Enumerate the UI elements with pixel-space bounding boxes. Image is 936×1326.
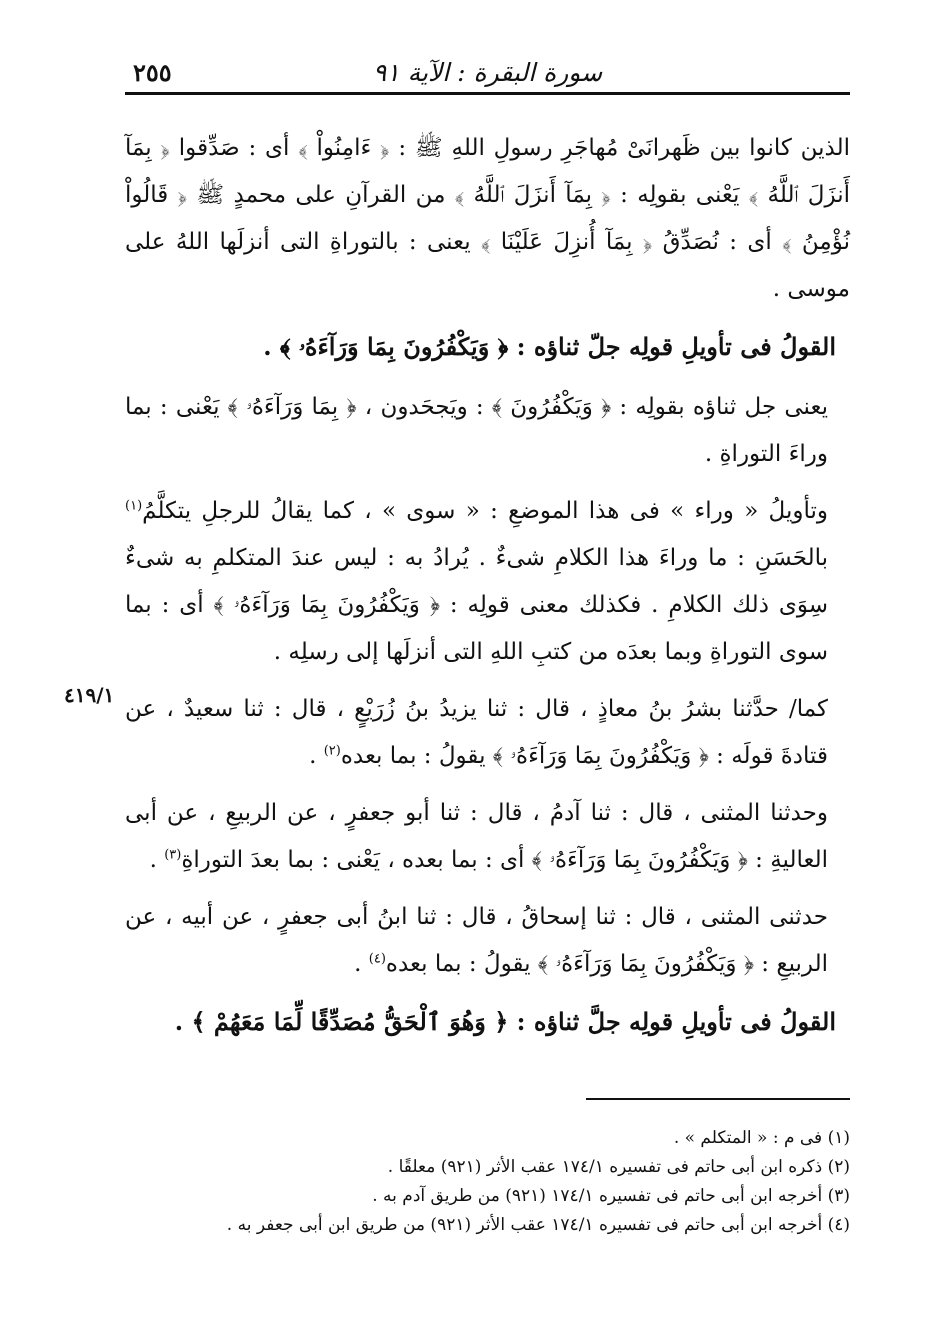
page-number: ٢٥٥ <box>133 58 172 87</box>
paragraph-6-text: حدثنى المثنى ، قال : ثنا إسحاقُ ، قال : ثنا ابنُ أبى جعفرٍ ، عن أبيه ، عن الربيعِ : ﴿ وَيَكْفُرُونَ بِمَا وَرَآءَهُۥ ﴾ يقولُ : بما بعده <box>125 904 828 977</box>
paragraph-6: حدثنى المثنى ، قال : ثنا إسحاقُ ، قال : ثنا ابنُ أبى جعفرٍ ، عن أبيه ، عن الربيعِ : ﴿ وَيَكْفُرُونَ بِمَا وَرَآءَهُۥ ﴾ يقولُ : بما بعده$^{(٤)}$ . <box>125 904 828 977</box>
margin-reference: ٤١٩/١ <box>64 683 115 707</box>
paragraph-5-text: وحدثنا المثنى ، قال : ثنا آدمُ ، قال : ثنا أبو جعفرٍ ، عن الربيعِ ، عن أبى العاليةِ : ﴿ وَيَكْفُرُونَ بِمَا وَرَآءَهُۥ ﴾ أى : بما بعده ، يَعْنى : بما بعدَ التوراةِ <box>125 800 828 873</box>
running-title: سورة البقرة : الآية ٩١ <box>372 58 603 87</box>
section-heading-2: القولُ فى تأويلِ قولِه جلَّ ثناؤه : ﴿ وَهُوَ ٱلْحَقُّ مُصَدِّقًا لِّمَا مَعَهُمْ ﴾ . <box>174 1007 836 1036</box>
paragraph-5: وحدثنا المثنى ، قال : ثنا آدمُ ، قال : ثنا أبو جعفرٍ ، عن الربيعِ ، عن أبى العاليةِ : ﴿ وَيَكْفُرُونَ بِمَا وَرَآءَهُۥ ﴾ أى : بما بعده ، يَعْنى : بما بعدَ التوراةِ$^{(٣)}$ . <box>125 800 828 873</box>
paragraph-3-rest: بالحَسَنِ : ما وراءَ هذا الكلامِ شىءٌ . يُرادُ به : ليس عندَ المتكلمِ به شىءٌ سِوَى ذلك الكلامِ . فكذلك معنى قولِه : ﴿ وَيَكْفُرُونَ بِمَا وَرَآءَهُۥ ﴾ أى : بما سوى التوراةِ وبما بعدَه من كتبِ اللهِ التى أنزلَها إلى رسلِه . <box>125 545 828 665</box>
footnote-ref-2: (٢) <box>323 743 341 759</box>
page-header <box>125 50 850 95</box>
footnote-2: (٢) ذكره ابن أبى حاتم فى تفسيره ١٧٤/١ عقب الأثر (٩٢١) معلقًا . <box>387 1157 850 1177</box>
paragraph-4: كما/ حدَّثنا بشرُ بنُ معاذٍ ، قال : ثنا يزيدُ بنُ زُرَيْعٍ ، قال : ثنا سعيدٌ ، عن قتادةَ قولَه : ﴿ وَيَكْفُرُونَ بِمَا وَرَآءَهُۥ ﴾ يقولُ : بما بعده$^{(٢)}$ . <box>125 696 828 769</box>
footnote-divider <box>586 1098 850 1100</box>
footnote-ref-4: (٤) <box>368 951 386 967</box>
footnote-3: (٣) أخرجه ابن أبى حاتم فى تفسيره ١٧٤/١ (٩٢١) من طريق آدم به . <box>372 1186 850 1206</box>
footnote-ref-3: (٣) <box>164 847 182 863</box>
footnote-4: (٤) أخرجه ابن أبى حاتم فى تفسيره ١٧٤/١ عقب الأثر (٩٢١) من طريق ابن أبى جعفر به . <box>226 1215 850 1235</box>
paragraph-4-text: كما/ حدَّثنا بشرُ بنُ معاذٍ ، قال : ثنا يزيدُ بنُ زُرَيْعٍ ، قال : ثنا سعيدٌ ، عن قتادةَ قولَه : ﴿ وَيَكْفُرُونَ بِمَا وَرَآءَهُۥ ﴾ يقولُ : بما بعده <box>125 696 828 769</box>
paragraph-1: الذين كانوا بين ظَهرانَىْ مُهاجَرِ رسولِ اللهِ ﷺ : ﴿ ءَامِنُواْ ﴾ أى : صَدِّقوا ﴿ بِمَآ أَنزَلَ ٱللَّهُ ﴾ يَعْنى بقولِه : ﴿ بِمَآ أَنزَلَ ٱللَّهُ ﴾ من القرآنِ على محمدٍ ﷺ ﴿ قَالُواْ نُؤْمِنُ ﴾ أى : نُصَدِّقُ ﴿ بِمَآ أُنزِلَ عَلَيْنَا ﴾ يعنى : بالتوراةِ التى أنزلَها اللهُ على موسى . <box>125 135 850 302</box>
paragraph-3-text: وتأويلُ « وراء » فى هذا الموضعِ : « سوى » ، كما يقالُ للرجلِ يتكلَّمُ <box>142 498 828 524</box>
paragraph-3 <box>125 488 850 676</box>
paragraph-2: يعنى جل ثناؤه بقولِه : ﴿ وَيَكْفُرُونَ ﴾ : ويَجحَدون ، ﴿ بِمَا وَرَآءَهُۥ ﴾ يَعْنى : بما وراءَ التوراةِ . <box>125 394 828 467</box>
footnotes <box>180 1124 850 1240</box>
main-text <box>125 125 850 1059</box>
section-heading-1: القولُ فى تأويلِ قولِه جلّ ثناؤه : ﴿ وَيَكْفُرُونَ بِمَا وَرَآءَهُۥ ﴾ . <box>263 332 836 361</box>
footnote-ref-1: (١) <box>125 498 143 514</box>
footnote-1: (١) فى م : « المتكلم » . <box>673 1128 850 1148</box>
